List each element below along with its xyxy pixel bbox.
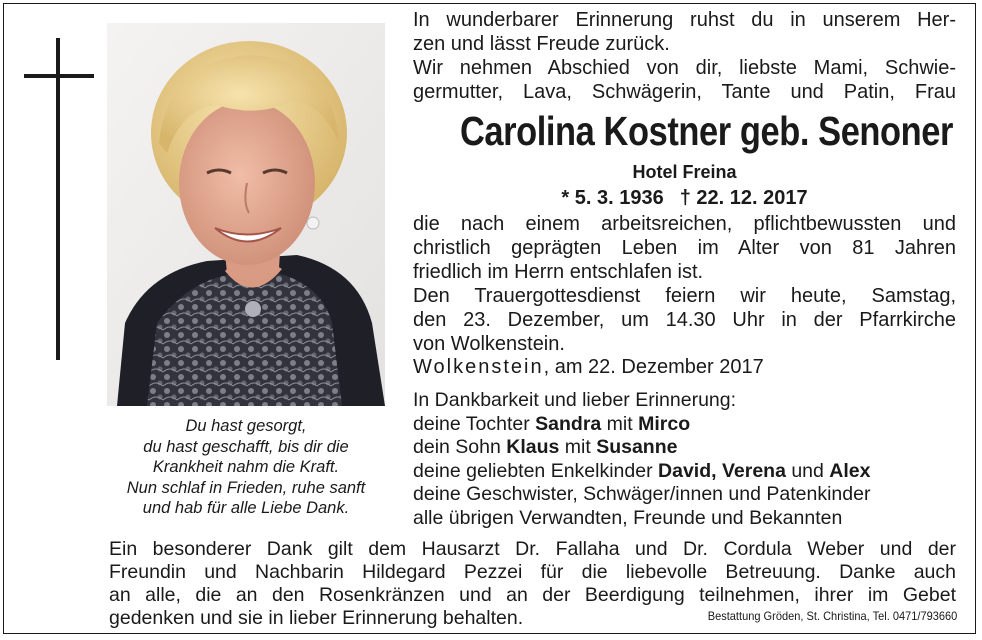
place-and-date [413,355,764,379]
family-intro: In Dankbarkeit und lieber Erinnerung: [413,389,737,411]
poem-line: Krankheit nahm die Kraft. [152,458,340,476]
thanks-line: an alle, die an den Rosenkränzen und an der Beerdigung teilnehmen, ihrer im Gebet [109,584,956,606]
undertaker-credit: Bestattung Gröden, St. Christina, Tel. 0471/793660 [707,609,957,623]
body-line: christlich geprägten Leben im Alter von 81 Jahren [413,237,956,259]
thanks-line: Freundin und Nachbarin Hildegard Pezzei für die liebevolle Betreuung. Danke auch [109,561,956,583]
intro-line: Wir nehmen Abschied von dir, liebste Mami, Schwie- [413,57,956,79]
family-line-grandchildren: deine geliebten Enkelkinder David, Verena und Alex [413,459,871,482]
place-name: Wolkenstein [413,356,544,378]
notice-date: , am 22. Dezember 2017 [543,356,764,378]
body-line: den 23. Dezember, um 14.30 Uhr in der Pfarrkirche [413,309,956,331]
intro-line: zen und lässt Freude zurück. [413,33,670,55]
family-list [413,389,871,530]
poem-line: Nun schlaf in Frieden, ruhe sanft [126,478,366,497]
memorial-poem [100,416,392,519]
hotel-name: Hotel Freina [632,162,737,182]
deceased-name: Carolina Kostner geb. Senoner [459,108,953,154]
family-line-daughter: deine Tochter Sandra mit Mirco [413,412,691,435]
intro-line: In wunderbarer Erinnerung ruhst du in unserem Her- [413,9,956,31]
body-text [413,212,956,356]
family-line-relatives: alle übrigen Verwandten, Freunde und Bekannten [413,506,843,529]
thanks-line: Ein besonderer Dank gilt dem Hausarzt Dr. Fallaha und Dr. Cordula Weber und der [109,538,956,560]
intro-line: germutter, Lava, Schwägerin, Tante und Patin, Frau [413,81,956,103]
body-line: die nach einem arbeitsreichen, pflichtbewussten und [413,213,956,235]
intro-text [413,8,956,104]
body-line: friedlich im Herrn entschlafen ist. [413,261,704,283]
poem-line: Du hast gesorgt, [185,417,307,435]
thanks-line: gedenken und sie in lieber Erinnerung behalten. [109,607,524,629]
body-line: Den Trauergottesdienst feiern wir heute, Samstag, [413,285,956,307]
life-dates [413,186,956,210]
body-line: von Wolkenstein. [413,333,565,355]
family-line-siblings: deine Geschwister, Schwäger/innen und Patenkinder [413,483,871,505]
poem-line: du hast geschafft, bis dir die [143,437,349,456]
death-date: † 22. 12. 2017 [679,187,808,209]
poem-line: und hab für alle Liebe Dank. [142,499,350,517]
family-line-son: dein Sohn Klaus mit Susanne [413,436,678,458]
portrait-photo [107,23,385,406]
birth-date: * 5. 3. 1936 [561,187,664,209]
